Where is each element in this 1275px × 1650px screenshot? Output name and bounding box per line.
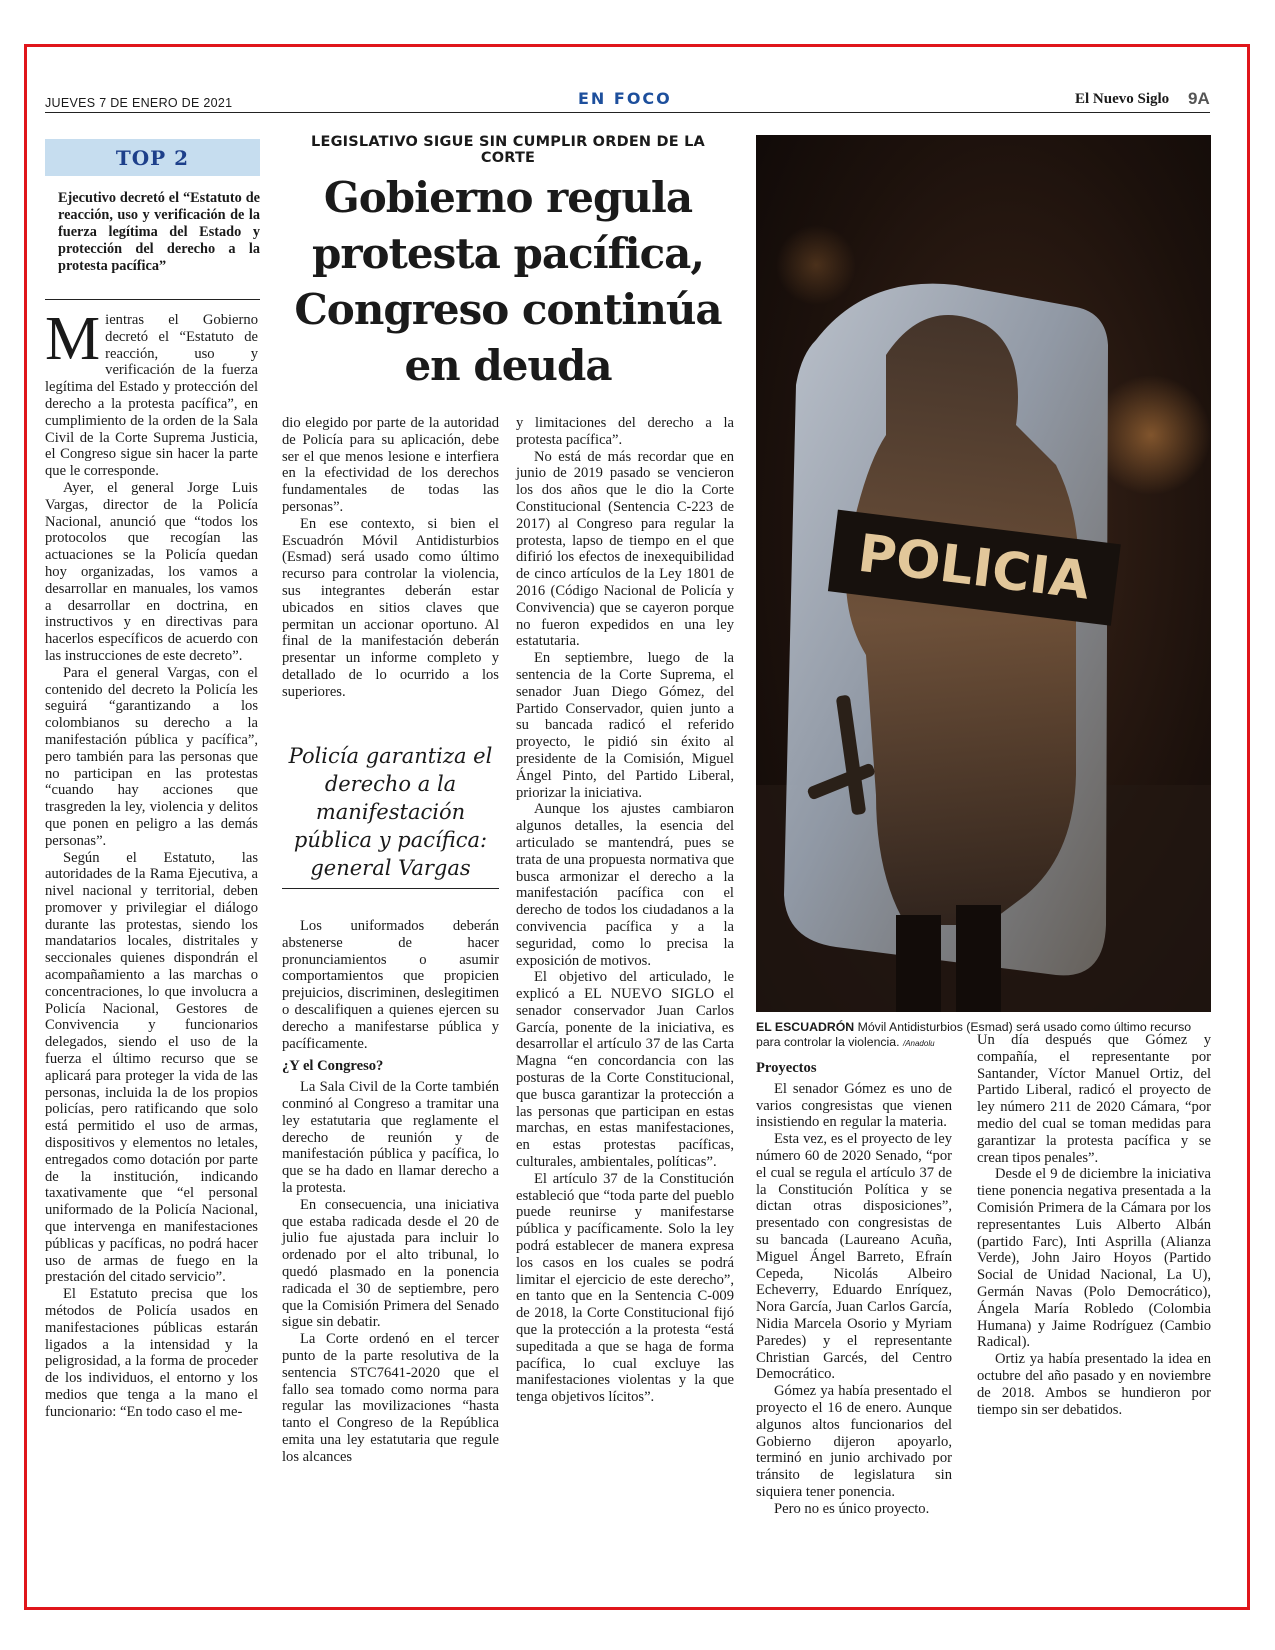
page-number: 9A — [1188, 89, 1210, 108]
article-summary: Ejecutivo decretó el “Estatuto de reacción, uso y verificación de la fuerza legítima del Estado y protección del derecho a la protesta pacífica” — [58, 190, 260, 274]
article-photo — [756, 135, 1211, 1012]
paragraph: Ortiz ya había presentado la idea en octubre del año pasado y en noviembre de 2018. Ambos se hundieron por tiempo sin ser debatidos. — [977, 1351, 1211, 1418]
paragraph: Gómez ya había presentado el proyecto el 16 de enero. Aunque algunos altos funcionarios del Gobierno dijeron apoyarlo, terminó en junio archivado por tránsito de legislatura sin siquiera tener ponencia. — [756, 1383, 952, 1500]
pull-quote: Policía garantiza el derecho a la manifestación pública y pacífica: general Vargas — [288, 744, 493, 880]
paragraph: y limitaciones del derecho a la protesta pacífica”. — [516, 415, 734, 448]
paragraph: Desde el 9 de diciembre la iniciativa tiene ponencia negativa presentada a la Comisión Primera de la Cámara por los representantes Luis Alberto Albán (partido Farc), Inti Asprilla (Alianza Verde), John Jairo Hoyos (Partido Social de Unidad Nacional, La U), Germán Navas (Polo Democrático), Ángela María Robledo (Colombia Humana) y Jaime Rodríguez (Cambio Radical). — [977, 1166, 1211, 1351]
issue-date: JUEVES 7 DE ENERO DE 2021 — [45, 96, 233, 110]
police-shield-illustration — [756, 135, 1211, 1012]
summary-rule — [45, 299, 260, 300]
paragraph: La Corte ordenó en el tercer punto de la parte resolutiva de la sentencia STC7641-2020 que el fallo sea tomado como norma para regular las movilizaciones “hasta tanto el Congreso de la República emita una ley estatutaria que regule los alcances — [282, 1331, 499, 1465]
paragraph: Para el general Vargas, con el contenido del decreto la Policía les seguirá “garantizando a los colombianos su derecho a la manifestación pública y pacífica”, pero también para las personas que no participan en las protestas “cuando hay acciones que trasgreden la ley, violencia y delitos que ponen en peligro a las demás personas”. — [45, 664, 258, 849]
paragraph: Esta vez, es el proyecto de ley número 60 de 2020 Senado, “por el cual se regula el artículo 37 de la Constitución Política y se dictan otras disposiciones”, presentado con congresistas de su bancada (Laureano Acuña, Miguel Ángel Barreto, Efraín Cepeda, Nicolás Albeiro Echeverry, Eduardo Enríquez, Nora García, Juan Carlos García, Nidia Marcela Osorio y Myriam Paredes) y el representante Christian Garcés, del Centro Democrático. — [756, 1131, 952, 1383]
paragraph: Un día después que Gómez y compañía, el representante por Santander, Víctor Manuel Ortiz, del Partido Liberal, radicó el proyecto de ley número 211 de 2020 Cámara, “por medio del cual se toman medidas para garantizar la protesta pacífica y se crean tipos penales”. — [977, 1032, 1211, 1166]
photo-credit: /Anadolu — [902, 1039, 935, 1048]
header-rule — [45, 112, 1210, 113]
newspaper-name: El Nuevo Siglo — [1075, 91, 1170, 107]
paragraph: Aunque los ajustes cambiaron algunos detalles, la esencia del articulado se mantendrá, pues se trata de una propuesta normativa que busca armonizar el derecho a la manifestación pacífica con el derecho de todos los ciudadanos a la convivencia pacífica y a la seguridad, como lo precisa la exposición de motivos. — [516, 801, 734, 969]
body-column-2-lower — [282, 918, 499, 1466]
caption-text: Móvil Antidisturbios (Esmad) será usado como último recurso para controlar la violencia. — [756, 1020, 1192, 1049]
body-column-2 — [282, 415, 499, 701]
paragraph: El Estatuto precisa que los métodos de Policía usados en manifestaciones públicas estarán ligados a la intensidad y la peligrosidad, a la forma de proceder de los individuos, el entorno y los medios que tenga a la mano el funcionario: “En todo caso el me- — [45, 1286, 258, 1420]
paragraph: La Sala Civil de la Corte también conminó al Congreso a tramitar una ley estatutaria que reglamente el derecho de reunión y de manifestación pública y pacífica, lo que se ha dado en llamar derecho a la protesta. — [282, 1079, 499, 1196]
paragraph: Pero no es único proyecto. — [774, 1500, 930, 1517]
body-column-1 — [45, 305, 258, 1421]
drop-cap: M — [45, 305, 101, 373]
subheading-proyectos: Proyectos — [756, 1060, 817, 1076]
article-headline: Gobierno regula protesta pacífica, Congreso continúa en deuda — [294, 173, 722, 390]
paragraph: dio elegido por parte de la autoridad de Policía para su aplicación, debe ser el que menos lesione e interfiera en la efectividad de los derechos fundamentales de todas las personas”. — [282, 415, 499, 515]
paragraph: No está de más recordar que en junio de 2019 pasado se vencieron los dos años que le dio la Corte Constitucional (Sentencia C-223 de 2017) al Congreso para regular la protesta, lapso de tiempo en el que difirió los efectos de inexequibilidad de cinco artículos de la Ley 1801 de 2016 (Código Nacional de Policía y Convivencia) que se cayeron porque no fueron expedidos en una ley estatutaria. — [516, 448, 734, 650]
body-column-4 — [756, 1060, 952, 1518]
shield-label: POLICIA — [854, 523, 1093, 612]
paragraph: Los uniformados deberán abstenerse de hacer pronunciamientos o asumir comportamientos que propicien prejuicios, discriminen, deslegitimen o descalifiquen a quienes ejercen su derecho a manifestarse pública y pacíficamente. — [282, 918, 499, 1052]
section-title: EN FOCO — [578, 89, 672, 108]
paragraph: En septiembre, luego de la sentencia de la Corte Suprema, el senador Juan Diego Gómez, del Partido Conservador, quien junto a su bancada radicó el referido proyecto, le pidió sin éxito al presidente de la Comisión, Miguel Ángel Pinto, del Partido Liberal, priorizar la iniciativa. — [516, 650, 734, 801]
subheading-congreso: ¿Y el Congreso? — [282, 1058, 384, 1075]
body-column-5 — [977, 1032, 1211, 1418]
paragraph: El artículo 37 de la Constitución estableció que “toda parte del pueblo puede reunirse y manifestarse pública y pacíficamente. Solo la ley podrá establecer de manera expresa los casos en los cuales se podrá limitar el ejercicio de este derecho”, en tanto que en la Sentencia C-009 de 2018, la Corte Constitucional fijó que la protección a la protesta “está supeditada a que se haga de forma pacífica, lo cual excluye las manifestaciones violentas y la que tenga objetivos lícitos”. — [516, 1170, 734, 1406]
top-tag: TOP 2 — [45, 139, 260, 176]
paragraph: En consecuencia, una iniciativa que estaba radicada desde el 20 de julio fue ajustada para incluir lo ordenado por el alto tribunal, lo quedó plasmado en la ponencia radicada el 30 de septiembre, pero que la Comisión Primera del Senado sigue sin debatir. — [282, 1196, 499, 1331]
paragraph: Según el Estatuto, las autoridades de la Rama Ejecutiva, a nivel nacional y territorial, deben promover y privilegiar el diálogo durante las protestas, siendo los mandatarios locales, distritales y seccionales quienes dispondrán el acompañamiento a las marchas o concentraciones, lo que involucra a Policía Nacional, Gestores de Convivencia y funcionarios delegados, siendo el uso de la fuerza el último recurso que se aplicará para proteger la vida de las personas, incluida la de los propios policías, pero ratificando que solo está permitido el uso de armas, dispositivos y elementos no letales, entregados como dotación por parte de la institución, indicando taxativamente que “el personal uniformado de la Policía Nacional, que intervenga en manifestaciones públicas y pacíficas, no podrá hacer uso de armas de fuego en la prestación del citado servicio”. — [45, 849, 258, 1286]
paragraph: En ese contexto, si bien el Escuadrón Móvil Antidisturbios (Esmad) será usado como último recurso para controlar la violencia, sus integrantes deberán estar ubicados en sitios claves que permitan un accionar oportuno. Al final de la manifestación deberán presentar un informe completo y detallado de lo ocurrido a los superiores. — [282, 515, 499, 700]
body-column-3 — [516, 415, 734, 1406]
paragraph: Mientras el Gobierno decretó el “Estatuto de reacción, uso y verificación de la fuerza legítima del Estado y protección del derecho a la protesta pacífica”, en cumplimiento de la orden de la Sala Civil de la Corte Suprema Justicia, el Congreso sigue sin hacer la parte que le corresponde. — [45, 305, 258, 480]
pull-quote-rule — [282, 888, 499, 889]
paragraph: El senador Gómez es uno de varios congresistas que vienen insistiendo en regular la materia. — [756, 1080, 952, 1131]
paragraph: Ayer, el general Jorge Luis Vargas, director de la Policía Nacional, anunció que “todos los protocolos que recogían las actuaciones se la Policía quedan hoy organizadas, los vamos a desarrollar en manuales, los vamos a desarrollar en doctrina, en instructivos y en directivas para hacerlos específicos de acuerdo con las instrucciones de este decreto”. — [45, 479, 258, 664]
article-kicker: LEGISLATIVO SIGUE SIN CUMPLIR ORDEN DE LA CORTE — [311, 134, 705, 166]
paragraph: El objetivo del articulado, le explicó a EL NUEVO SIGLO el senador conservador Juan Carlos García, ponente de la iniciativa, es desarrollar el artículo 37 de las Carta Magna “en concordancia con las posturas de la Corte Constitucional, que busca garantizar la protección a las personas que participan en estas marchas, en estas manifestaciones, en estas protestas pacíficas, culturales, ambientales, políticas”. — [516, 969, 734, 1171]
caption-lead: EL ESCUADRÓN — [756, 1020, 855, 1034]
